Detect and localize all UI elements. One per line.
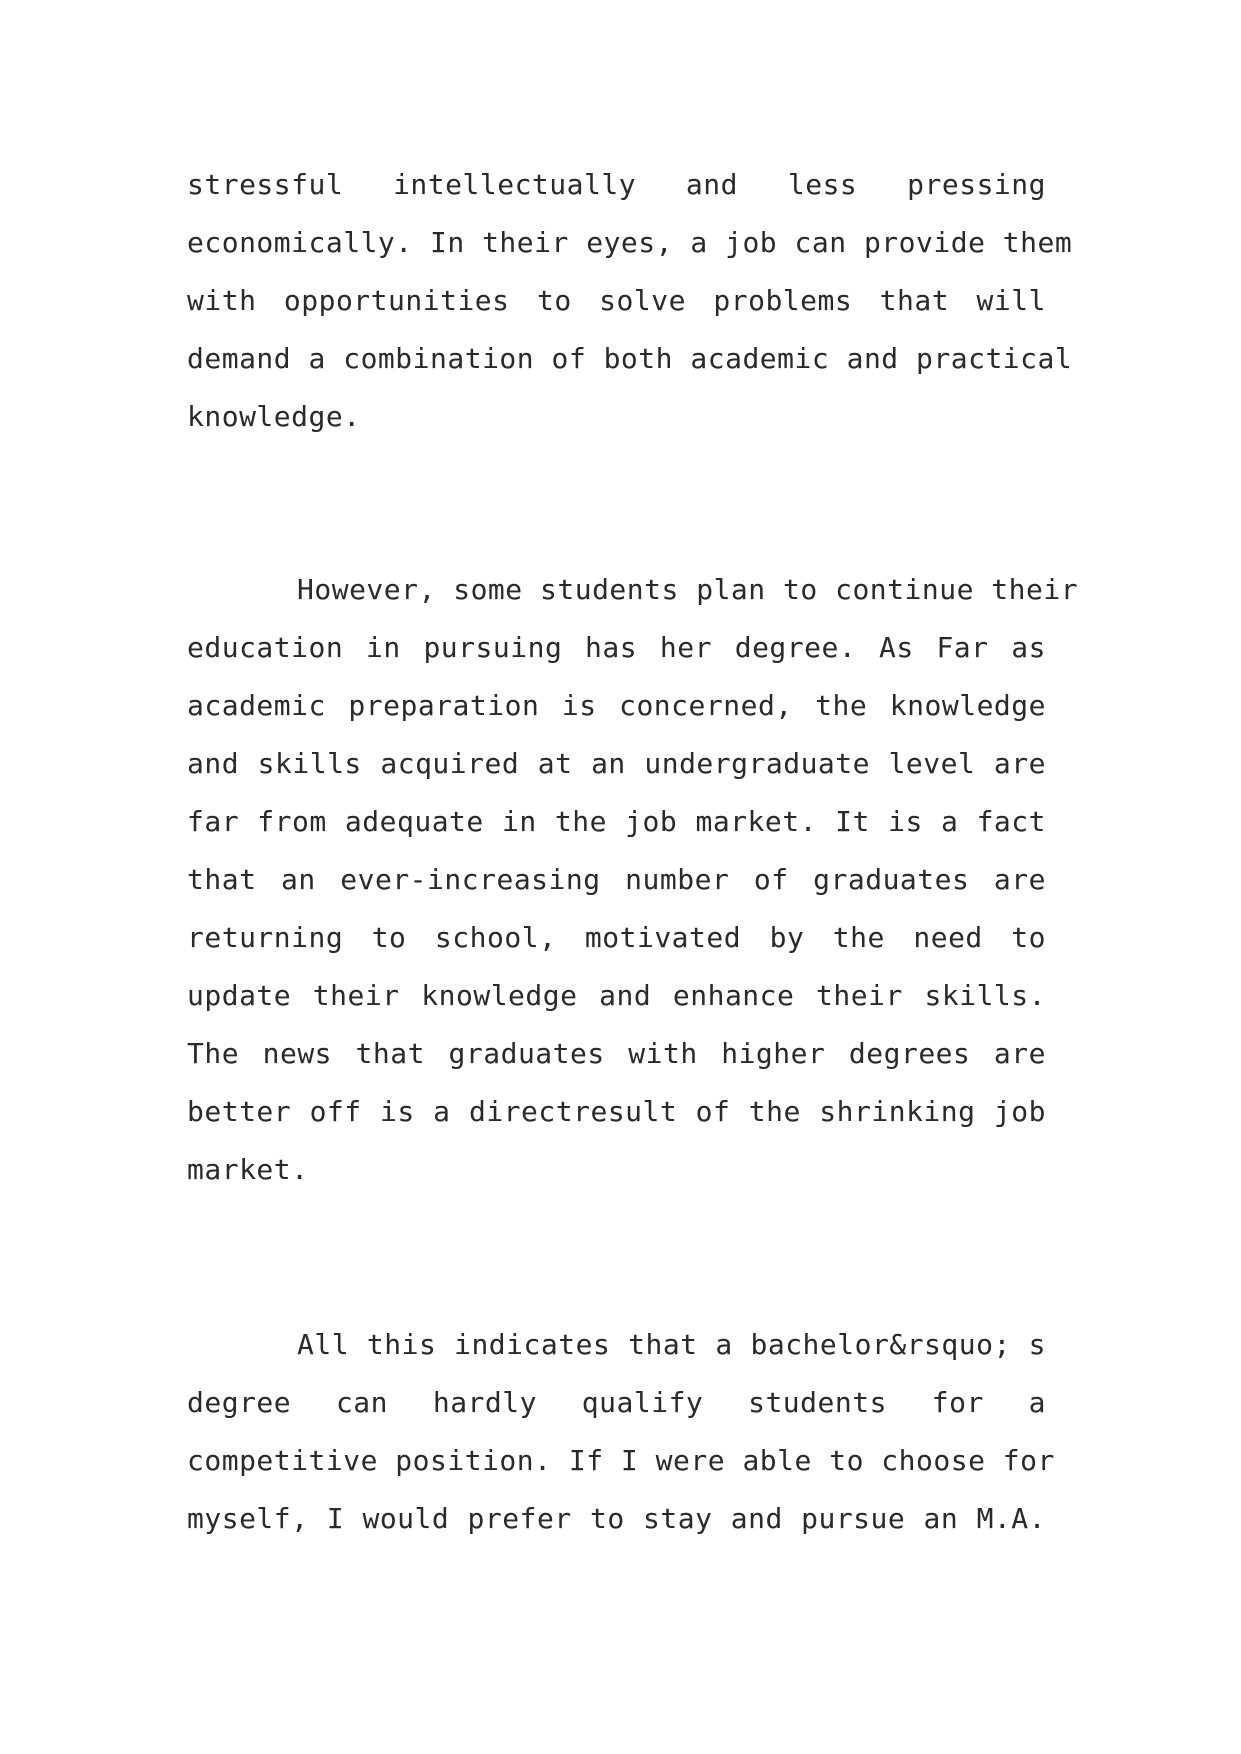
paragraph-line <box>187 561 1079 619</box>
paragraph-line-text: However, some students plan to continue their <box>297 573 1079 606</box>
paragraph-line: that an ever-increasing number of graduates are <box>187 863 1046 896</box>
paragraph-line: education in pursuing has her degree. As Far as <box>187 631 1046 664</box>
paragraph-line: degree can hardly qualify students for a <box>187 1386 1046 1419</box>
paragraph-line: update their knowledge and enhance their skills. <box>187 979 1046 1012</box>
paragraph-line: myself, I would prefer to stay and pursue an M.A. <box>187 1502 1046 1535</box>
paragraph-line: competitive position. If I were able to choose for <box>187 1444 1055 1477</box>
paragraph-line: returning to school, motivated by the need to <box>187 921 1046 954</box>
paragraph-line: knowledge. <box>187 400 361 433</box>
paragraph-line <box>187 1316 1046 1374</box>
paragraph-line: economically. In their eyes, a job can provide them <box>187 226 1073 259</box>
paragraph-1 <box>187 156 1073 446</box>
paragraph-line: demand a combination of both academic and practical <box>187 342 1073 375</box>
paragraph-line: with opportunities to solve problems that will <box>187 284 1046 317</box>
paragraph-line: and skills acquired at an undergraduate level are <box>187 747 1046 780</box>
paragraph-line: market. <box>187 1153 309 1186</box>
paragraph-line: academic preparation is concerned, the knowledge <box>187 689 1046 722</box>
paragraph-2 <box>187 561 1079 1199</box>
paragraph-line: The news that graduates with higher degrees are <box>187 1037 1046 1070</box>
paragraph-3 <box>187 1316 1055 1548</box>
paragraph-line: far from adequate in the job market. It is a fact <box>187 805 1046 838</box>
paragraph-line-text: All this indicates that a bachelor&rsquo; s <box>297 1328 1046 1361</box>
paragraph-line: stressful intellectually and less pressing <box>187 168 1046 201</box>
paragraph-line: better off is a directresult of the shrinking job <box>187 1095 1046 1128</box>
